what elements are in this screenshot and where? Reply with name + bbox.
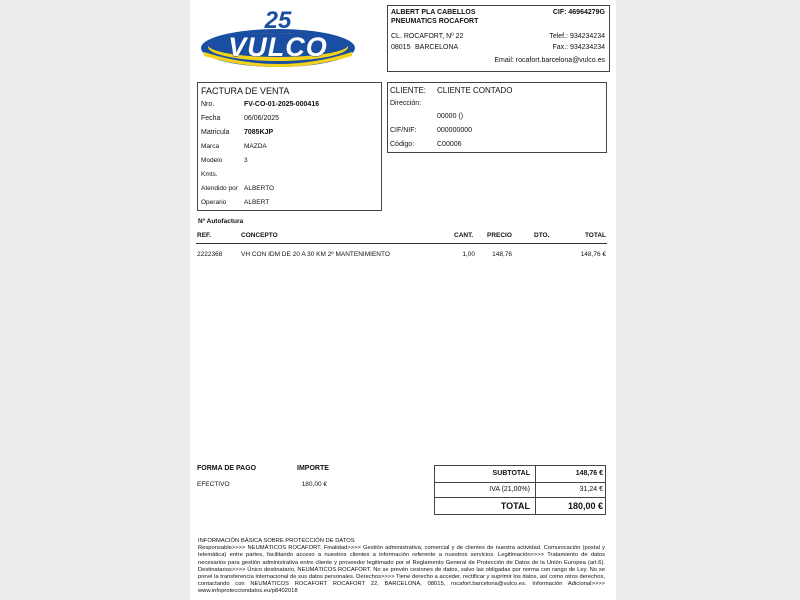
invoice-brand: MAZDA: [244, 143, 267, 150]
company-cif: CIF: 46964279G: [552, 9, 605, 16]
client-code-label: Código:: [390, 141, 415, 148]
logo-number: 25: [264, 7, 292, 34]
invoice-label-model: Modelo: [201, 157, 223, 164]
invoice-page: [190, 0, 616, 600]
company-phone: Telef.: 934234234: [549, 33, 605, 40]
iva-value: 31,24 €: [579, 486, 603, 493]
line-price: 148,76: [492, 251, 512, 258]
invoice-date: 06/06/2025: [244, 115, 280, 122]
client-name: CLIENTE CONTADO: [437, 86, 513, 95]
header-rule: [196, 243, 607, 244]
logo-brand: VULCO: [228, 32, 328, 62]
invoice-operator: ALBERT: [244, 199, 270, 206]
header-qty: CANT.: [454, 232, 474, 239]
invoice-number: FV-CO-01-2025-000416: [244, 101, 320, 108]
invoice-box: [197, 82, 382, 211]
invoice-model: 3: [244, 157, 248, 164]
total-label: TOTAL: [500, 501, 530, 511]
invoice-label-brand: Marca: [201, 143, 220, 150]
totals-box: [434, 465, 606, 515]
invoice-label-number: Nro.: [201, 101, 215, 108]
header-total: TOTAL: [584, 232, 606, 239]
totals-divider: [535, 466, 536, 514]
company-box: [387, 5, 610, 72]
company-address: CL. ROCAFORT, Nº 22: [391, 33, 464, 40]
client-box: [387, 82, 607, 153]
subtotal-value: 148,76 €: [575, 470, 603, 477]
company-postcode: 08015: [391, 44, 411, 51]
line-qty: 1,00: [462, 251, 475, 258]
autofactura-label: Nº Autofactura: [198, 218, 244, 225]
client-cif: 000000000: [437, 127, 473, 134]
company-city: BARCELONA: [415, 44, 459, 51]
client-cif-label: CIF/NIF:: [390, 127, 417, 134]
subtotal-label: SUBTOTAL: [492, 470, 530, 477]
client-address-label: Dirección:: [390, 100, 422, 107]
legal-body: Responsable>>>> NEUMÁTICOS ROCAFORT. Finalidad>>>> Gestión administrativa, comercial y de clientes de nuestra actividad. Comunicación (postal y telemática) entre partes, facilitando acceso a nuestros clientes a información referente a nuestros servicios. Legitimación>>>> Tratamiento de datos necesarios para gestión administrativa entre cliente y proveedor legitimado por el Reglamento General de Protección de Datos de la Unión Europea (art.6). Destinatarios>>>> Único destinatario, NEUMÁTICOS ROCAFORT. No se prevén cesiones de datos, salvo las obligadas por norma con rango de Ley. No se prevé la transferencia internacional de sus datos personales. Derechos>>>> Tiene derecho a acceder, rectificar y suprimir los datos, así como otros derechos, contactando con NEUMÁTICOS ROCAFORT ROCAFORT 22, BARCELONA, 08015, rocafort.barcelona@vulco.es. Información Adicional>>>> www.infoprotecciondatos.eu/p8402018: [198, 545, 605, 595]
payment-label: FORMA DE PAGO: [197, 465, 257, 472]
total-value: 180,00 €: [567, 501, 603, 511]
company-fax: Fax.: 934234234: [552, 44, 605, 51]
payment-amount-label: IMPORTE: [297, 465, 329, 472]
client-label: CLIENTE:: [390, 86, 427, 95]
client-address-line: 00000 (): [437, 113, 464, 120]
payment-amount: 180,00 €: [301, 481, 327, 488]
invoice-label-km: Kmts.: [201, 171, 218, 178]
company-name: ALBERT PLA CABELLOS: [391, 9, 476, 16]
payment-method: EFECTIVO: [197, 481, 230, 488]
company-trade-name: PNEUMATICS ROCAFORT: [391, 18, 479, 25]
invoice-plate: 7085KJP: [244, 129, 274, 136]
invoice-label-date: Fecha: [201, 115, 221, 122]
iva-label: IVA (21,00%): [489, 486, 530, 493]
company-email: Email: rocafort.barcelona@vulco.es: [494, 57, 605, 64]
line-ref: 2222368: [197, 251, 223, 258]
legal-notice: [198, 538, 605, 596]
line-total: 148,76 €: [580, 251, 606, 258]
invoice-label-attended: Atendido por: [201, 185, 238, 192]
invoice-attended: ALBERTO: [244, 185, 275, 192]
totals-rule-1: [435, 482, 605, 483]
invoice-label-operator: Operario: [201, 199, 227, 206]
invoice-title: FACTURA DE VENTA: [201, 86, 290, 96]
header-disc: DTO.: [534, 232, 550, 239]
header-concept: CONCEPTO: [241, 232, 278, 239]
header-price: PRECIO: [487, 232, 512, 239]
header-ref: REF.: [197, 232, 212, 239]
line-concept: VH CON IDM DE 20 A 30 KM 2º MANTENIMIENTO: [241, 251, 390, 258]
invoice-label-plate: Matricula: [201, 129, 230, 136]
totals-rule-2: [435, 497, 605, 498]
vulco-logo: [198, 6, 358, 70]
legal-title: INFORMACIÓN BÁSICA SOBRE PROTECCIÓN DE DATOS: [198, 538, 355, 544]
client-code: C00006: [437, 141, 462, 148]
